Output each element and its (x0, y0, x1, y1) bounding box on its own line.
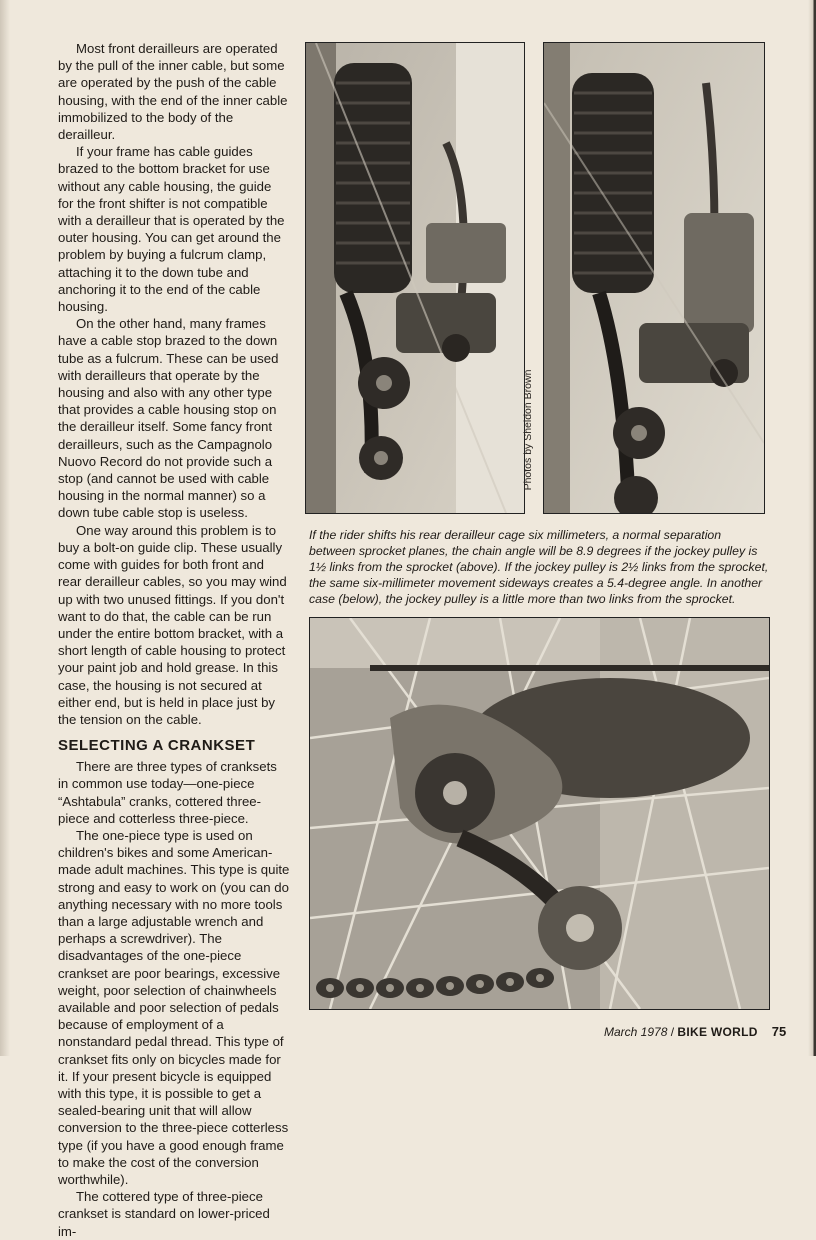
magazine-name: BIKE WORLD (677, 1025, 758, 1039)
page-footer (604, 1024, 786, 1039)
article-paragraph: The cottered type of three-piece crankset is standard on lower-priced im- (58, 1189, 270, 1239)
article-paragraph: On the other hand, many frames have a cable stop brazed to the down tube as a fulcrum. These can be used with derailleurs that operate by the housing and also with any other type that provides a cable housing stop on the derailleur itself. Some fancy front derailleurs, such as the Campagnolo Nuovo Record do not provide such a stop (and cannot be used with cable housing in the normal manner) so a down tube cable stop is useless. (58, 316, 279, 521)
section-heading: SELECTING A CRANKSET (58, 737, 256, 755)
page-number: 75 (771, 1024, 787, 1039)
photo-credit (520, 350, 536, 510)
derailleur-photo-right (543, 42, 765, 514)
photo-credit-text: Photos by Sheldon Brown (522, 369, 534, 491)
article-paragraph: If your frame has cable guides brazed to the bottom bracket for use without any cable housing, the guide for the front shifter is not compatible with a derailleur that is operated by the outer housing. You can get around the problem by buying a fulcrum clamp, attaching it to the down tube and anchoring it to the end of the cable housing. (58, 144, 285, 315)
page-edge-right (808, 0, 816, 1056)
issue-date: March 1978 (604, 1025, 668, 1039)
derailleur-spokes-photo (309, 617, 770, 1010)
derailleur-photo-left (305, 42, 525, 514)
article-paragraph: There are three types of cranksets in common use today—one-piece “Ashtabula” cranks, cottered three-piece and cotterless three-piece. (58, 759, 277, 826)
article-paragraph: The one-piece type is used on children's bikes and some American-made adult machines. This type is quite strong and easy to work on (you can do anything necessary with no more tools than a large adjustable wrench and perhaps a screwdriver). The disadvantages of the one-piece crankset are poor bearings, excessive weight, poor selection of chainwheels available and poor selection of pedals because of employment of a nonstandard pedal thread. This type of crankset fits only on bicycles made for it. If your present bicycle is equipped with this type, it is possible to get a sealed-bearing unit that will allow conversion to the three-piece cotterless type (if you have a good enough frame to make the cost of the conversion worthwhile). (58, 827, 290, 1187)
photo-caption: If the rider shifts his rear derailleur cage six millimeters, a normal separation between sprocket planes, the chain angle will be 8.9 degrees if the jockey pulley is 1½ links from the sprocket (above). If the jockey pulley is 2½ links from the sprocket, the same six-millimeter movement sideways creates a 5.4-degree angle. In another case (below), the jockey pulley is a little more than two links from the sprocket. (309, 528, 769, 606)
article-paragraph: One way around this problem is to buy a bolt-on guide clip. These usually come with guides for both front and rear derailleur cables, so you may wind up with two unused fittings. If you don't want to do that, the cable can be run under the entire bottom bracket, with a short length of cable housing to protect your paint job and hold grease. In this case, the housing is not secured at either end, but is held in place just by the tension on the cable. (58, 522, 287, 727)
footer-separator: / (667, 1025, 678, 1039)
page-edge-left (0, 0, 10, 1056)
article-paragraph: Most front derailleurs are operated by the pull of the inner cable, but some are operated by the push of the cable housing, with the end of the inner cable immobilized to the body of the derailleur. (58, 41, 288, 143)
article-text-column (58, 40, 290, 1240)
